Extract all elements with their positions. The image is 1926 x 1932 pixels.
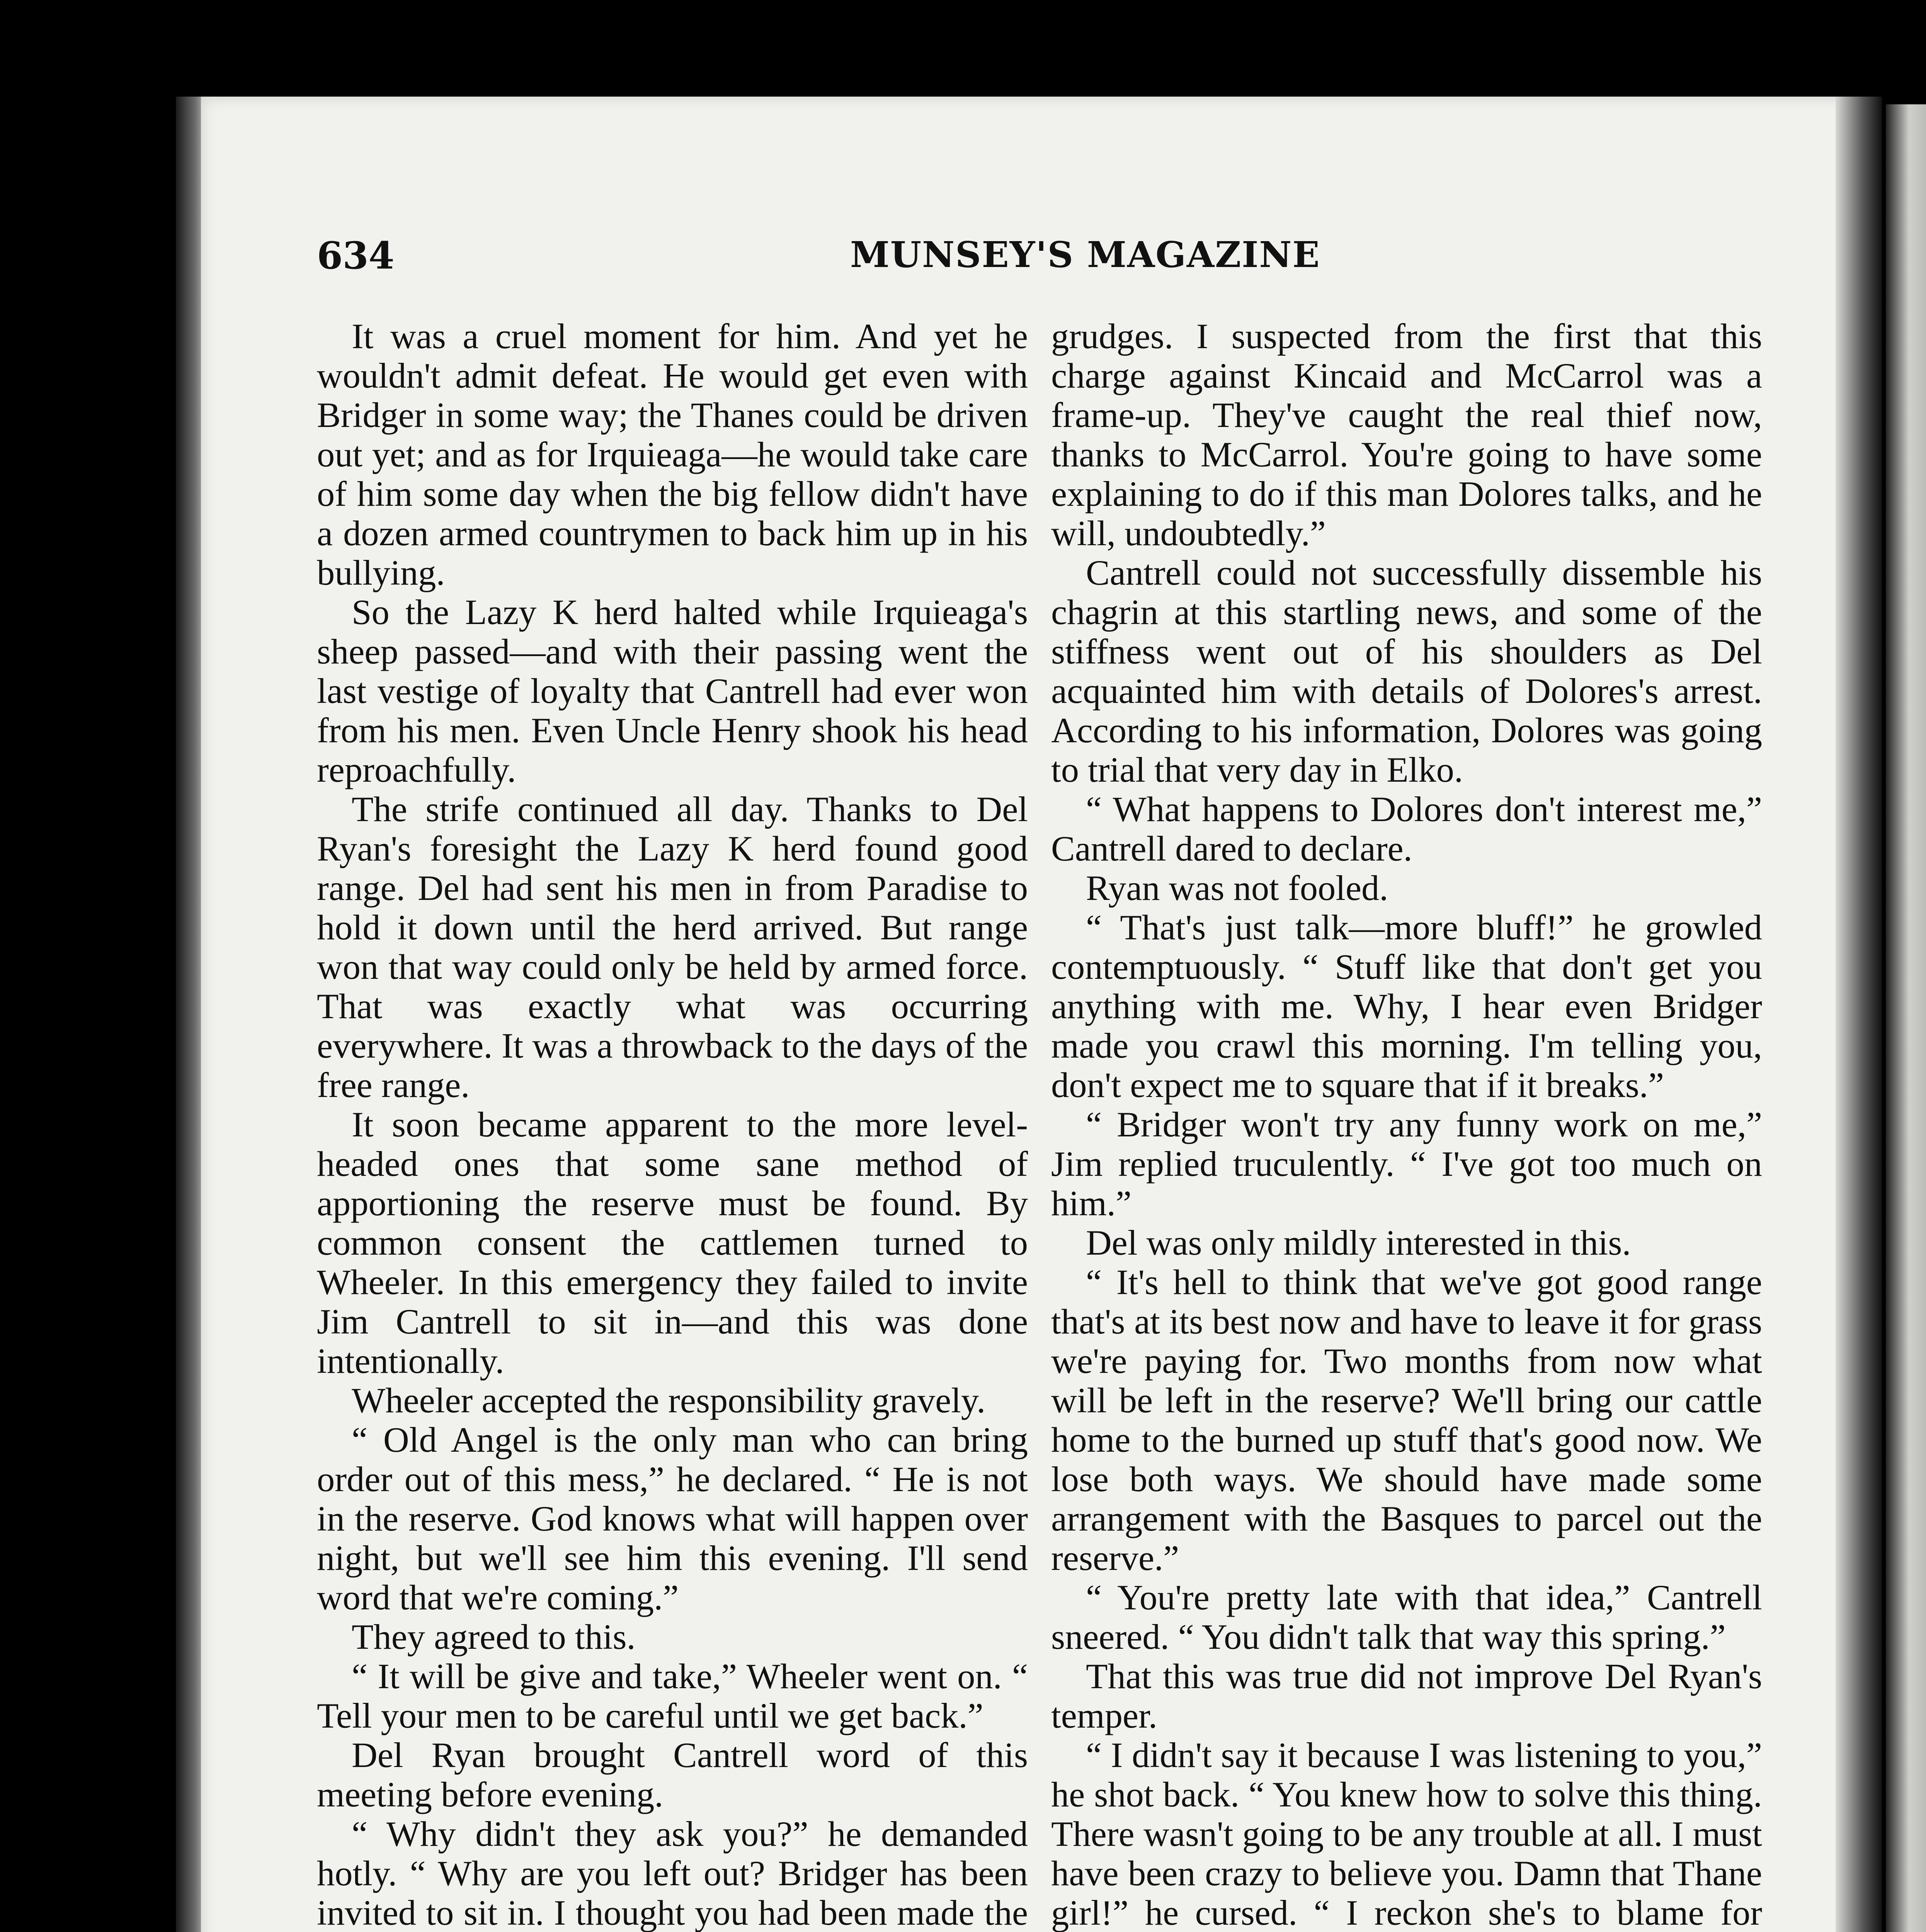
paragraph: “ I didn't say it because I was listening to you,” he shot back. “ You knew how to solve this thing. There wasn't going to be any trouble at all. I must have been crazy to believe you. Damn that Thane girl!” he cursed. “ I reckon she's to blame for — [1051, 1736, 1762, 1932]
text-column-left — [317, 317, 1028, 1932]
running-head: MUNSEY'S MAGAZINE — [850, 234, 1320, 276]
paragraph: “ Why didn't they ask you?” he demanded hotly. “ Why are you left out? Bridger has been invited to sit in. I thought you had been made the — [317, 1815, 1028, 1932]
paragraph: Del Ryan brought Cantrell word of this meeting before evening. — [317, 1736, 1028, 1815]
page-header — [317, 234, 1754, 288]
paragraph: “ You're pretty late with that idea,” Cantrell sneered. “ You didn't talk that way this spring.” — [1051, 1578, 1762, 1657]
paragraph: “ It will be give and take,” Wheeler went on. “ Tell your men to be careful until we get back.” — [317, 1657, 1028, 1736]
text-column-right — [1051, 317, 1762, 1932]
paragraph: That this was true did not improve Del Ryan's temper. — [1051, 1657, 1762, 1736]
paragraph: It was a cruel moment for him. And yet he wouldn't admit defeat. He would get even with Bridger in some way; the Thanes could be driven out yet; and as for Irquieaga—he would take care of him some day when the big fellow didn't have a dozen armed countrymen to back him up in his bullying. — [317, 317, 1028, 593]
paragraph: Wheeler accepted the responsibility gravely. — [352, 1381, 986, 1420]
paragraph: The strife continued all day. Thanks to Del Ryan's foresight the Lazy K herd found good range. Del had sent his men in from Paradise to hold it down until the herd arrived. But range won that way could only be held by armed force. That was exactly what was occurring everywhere. It was a throwback to the days of the free range. — [317, 790, 1028, 1105]
paragraph: Del was only mildly interested in this. — [1086, 1223, 1631, 1263]
paragraph: “ Old Angel is the only man who can bring order out of this mess,” he declared. “ He is not in the reserve. God knows what will happen over night, but we'll see him this evening. I'll send word that we're coming.” — [317, 1420, 1028, 1617]
paragraph: It soon became apparent to the more level-headed ones that some sane method of apportioning the reserve must be found. By common consent the cattlemen turned to Wheeler. In this emergency they failed to invite Jim Cantrell to sit in—and this was done intentionally. — [317, 1105, 1028, 1381]
paragraph: Ryan was not fooled. — [1086, 869, 1388, 908]
page-number: 634 — [317, 234, 395, 277]
paragraph: So the Lazy K herd halted while Irquieaga's sheep passed—and with their passing went the last vestige of loyalty that Cantrell had ever won from his men. Even Uncle Henry shook his head reproachfully. — [317, 593, 1028, 790]
paragraph: “ Bridger won't try any funny work on me,” Jim replied truculently. “ I've got too much on him.” — [1051, 1105, 1762, 1223]
paragraph: They agreed to this. — [352, 1617, 636, 1657]
paragraph: Cantrell could not successfully dissemble his chagrin at this startling news, and some of the stiffness went out of his shoulders as Del acquainted him with details of Dolores's arrest. According to his information, Dolores was going to trial that very day in Elko. — [1051, 553, 1762, 790]
right-edge-shadow — [1836, 97, 1882, 1932]
paragraph: “ That's just talk—more bluff!” he growled contemptuously. “ Stuff like that don't get you anything with me. Why, I hear even Bridger made you crawl this morning. I'm telling you, don't expect me to square that if it breaks.” — [1051, 908, 1762, 1105]
paragraph: “ What happens to Dolores don't interest me,” Cantrell dared to declare. — [1051, 790, 1762, 869]
paragraph: grudges. I suspected from the first that this charge against Kincaid and McCarrol was a frame-up. They've caught the real thief now, thanks to McCarrol. You're going to have some explaining to do if this man Dolores talks, and he will, undoubtedly.” — [1051, 317, 1762, 553]
paragraph: “ It's hell to think that we've got good range that's at its best now and have to leave it for grass we're paying for. Two months from now what will be left in the reserve? We'll bring our cattle home to the burned up stuff that's good now. We lose both ways. We should have made some arrangement with the Basques to parcel out the reserve.” — [1051, 1263, 1762, 1578]
adjacent-page-edge — [1886, 104, 1926, 1932]
